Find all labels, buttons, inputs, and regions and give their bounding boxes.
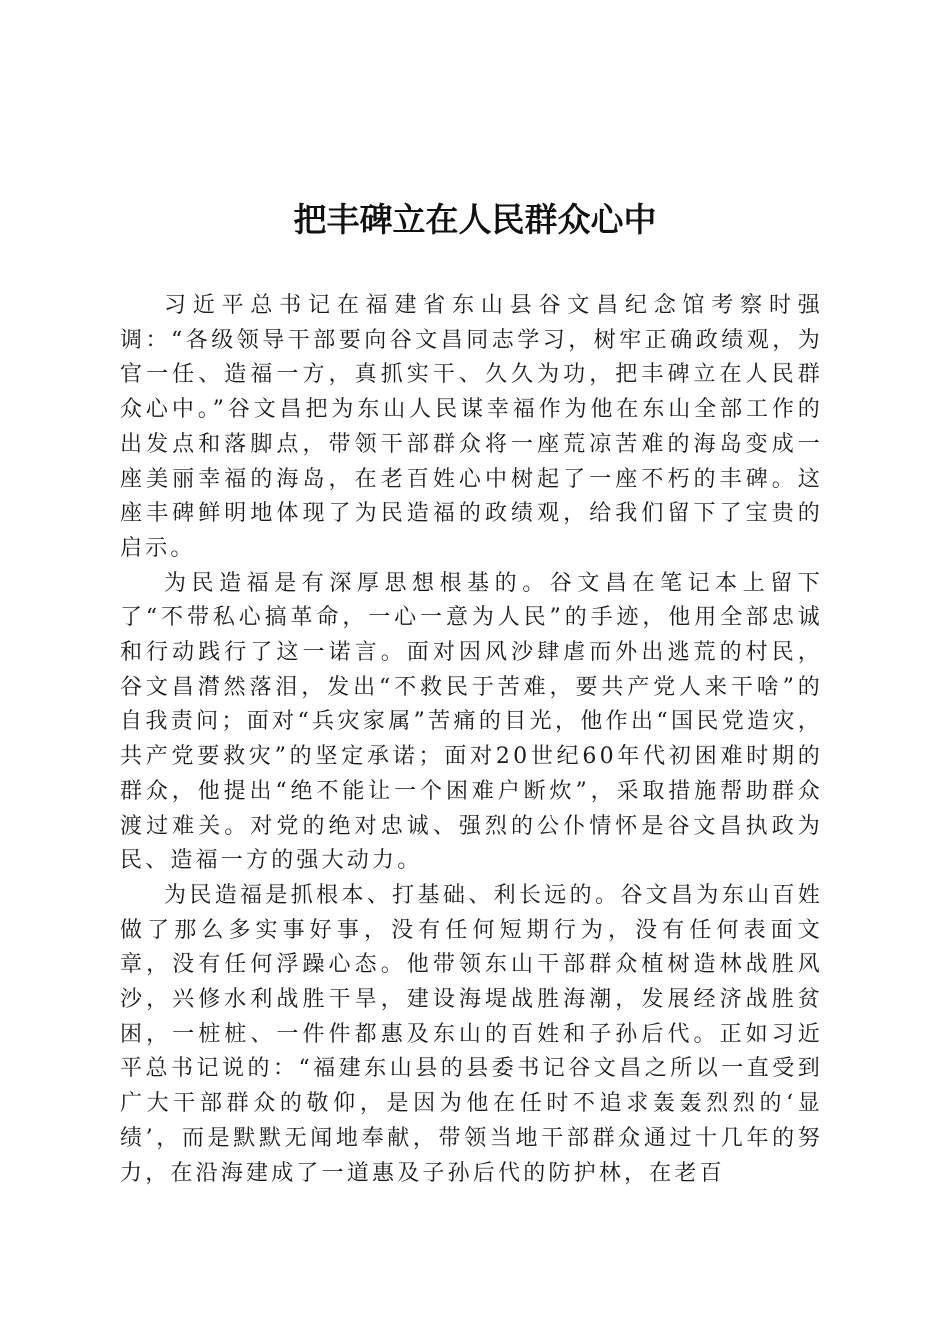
paragraph-3: 为民造福是抓根本、打基础、利长远的。谷文昌为东山百姓做了那么多实事好事，没有任何短期行为，没有任何表面文章，没有任何浮躁心态。他带领东山干部群众植树造林战胜风沙，兴修水利战胜干旱，建设海堤战胜海潮，发展经济战胜贫困，一桩桩、一件件都惠及东山的百姓和子孙后代。正如习近平总书记说的：“福建东山县的县委书记谷文昌之所以一直受到广大干部群众的敬仰，是因为他在任时不追求轰轰烈烈的‘显绩’，而是默默无闻地奉献，带领当地干部群众通过十几年的努力，在沿海建成了一道惠及子孙后代的防护林，在老百 <box>120 882 823 1186</box>
paragraph-2: 为民造福是有深厚思想根基的。谷文昌在笔记本上留下了“不带私心搞革命，一心一意为人民”的手迹，他用全部忠诚和行动践行了这一诺言。面对因风沙肆虐而外出逃荒的村民，谷文昌潸然落泪，发出“不救民于苦难，要共产党人来干啥”的自我责问；面对“兵灾家属”苦痛的目光，他作出“国民党造灾，共产党要救灾”的坚定承诺；面对20世纪60年代初困难时期的群众，他提出“绝不能让一个困难户断炊”，采取措施帮助群众渡过难关。对党的绝对忠诚、强烈的公仆情怀是谷文昌执政为民、造福一方的强大动力。 <box>120 570 823 874</box>
document-title: 把丰碑立在人民群众心中 <box>293 200 657 239</box>
paragraph-1: 习近平总书记在福建省东山县谷文昌纪念馆考察时强调：“各级领导干部要向谷文昌同志学习，树牢正确政绩观，为官一任、造福一方，真抓实干、久久为功，把丰碑立在人民群众心中。”谷文昌把为东山人民谋幸福作为他在东山全部工作的出发点和落脚点，带领干部群众将一座荒凉苦难的海岛变成一座美丽幸福的海岛，在老百姓心中树起了一座不朽的丰碑。这座丰碑鲜明地体现了为民造福的政绩观，给我们留下了宝贵的启示。 <box>120 293 823 561</box>
document-body <box>120 289 823 1191</box>
